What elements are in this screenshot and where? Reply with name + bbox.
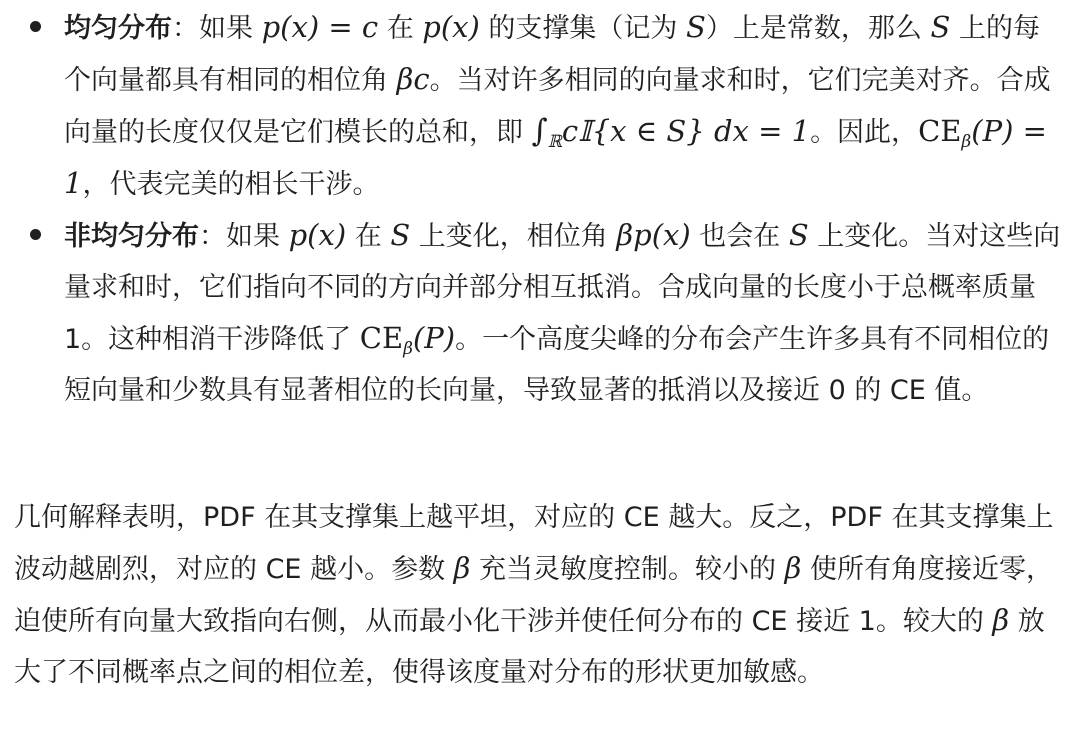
bullet-dot — [30, 21, 41, 32]
math-inline: S — [788, 218, 809, 252]
bullet-title-nonuniform: 非均匀分布 — [64, 221, 199, 252]
math-inline: βp(x) — [616, 218, 691, 252]
math-inline: p(x) — [422, 10, 480, 44]
math-inline: (P) — [412, 321, 456, 355]
bullet-nonuniform: 非均匀分布：如果 p(x) 在 S 上变化，相位角 βp(x) 也会在 S 上变化。当对这些向量求和时，它们指向不同的方向并部分相互抵消。合成向量的长度小于总概率质量 1。这种相消干涉降低了 $CE_\beta(P)$。一个高度尖峰的分布会产生许多具有不同相位的短向量和少数具有显著相位的长向量，导致显著的抵消以及接近 0 的 CE 值。 — [0, 210, 1080, 416]
bullet-title-uniform: 均匀分布 — [64, 13, 172, 44]
math-inline: βc — [396, 62, 430, 96]
math-inline: β — [453, 551, 471, 585]
bullet-uniform: 均匀分布：如果 p(x) = c 在 p(x) 的支撑集（记为 S）上是常数，那么 S 上的每个向量都具有相同的相位角 βc。当对许多相同的向量求和时，它们完美对齐。合成向量的长度仅仅是它们模长的总和，即 $\int_ℝc𝕀\{x$ ∈ S} dx = 1。因此，$CE_\beta(P) = 1$，代表完美的相长干涉。 — [0, 2, 1080, 210]
math-inline: CE — [359, 321, 404, 355]
bullet-list — [0, 2, 1080, 416]
math-inline: β — [784, 551, 802, 585]
math-inline: S — [390, 218, 411, 252]
math-inline: c𝕀{x ∈ S} dx = 1 — [561, 114, 811, 148]
math-inline: S — [930, 10, 951, 44]
math-inline: p(x) = c — [261, 10, 379, 44]
bullet-dot — [30, 229, 41, 240]
math-inline: (P) = 1 — [64, 114, 1047, 200]
math-inline: S — [686, 10, 706, 44]
integral-domain: ℝ — [547, 132, 562, 152]
integral-symbol: ∫ — [531, 113, 548, 149]
summary-paragraph: 几何解释表明，PDF 在其支撑集上越平坦，对应的 CE 越大。反之，PDF 在其支撑集上波动越剧烈，对应的 CE 越小。参数 β 充当灵敏度控制。较小的 β 使所有角度接近零，迫使所有向量大致指向右侧，从而最小化干涉并使任何分布的 CE 接近 1。较大的 β 放大了不同概率点之间的相位差，使得该度量对分布的形状更加敏感。 — [14, 502, 1054, 688]
math-inline: p(x) — [288, 218, 347, 252]
math-inline: β — [992, 603, 1010, 637]
math-inline: CE — [918, 114, 962, 148]
